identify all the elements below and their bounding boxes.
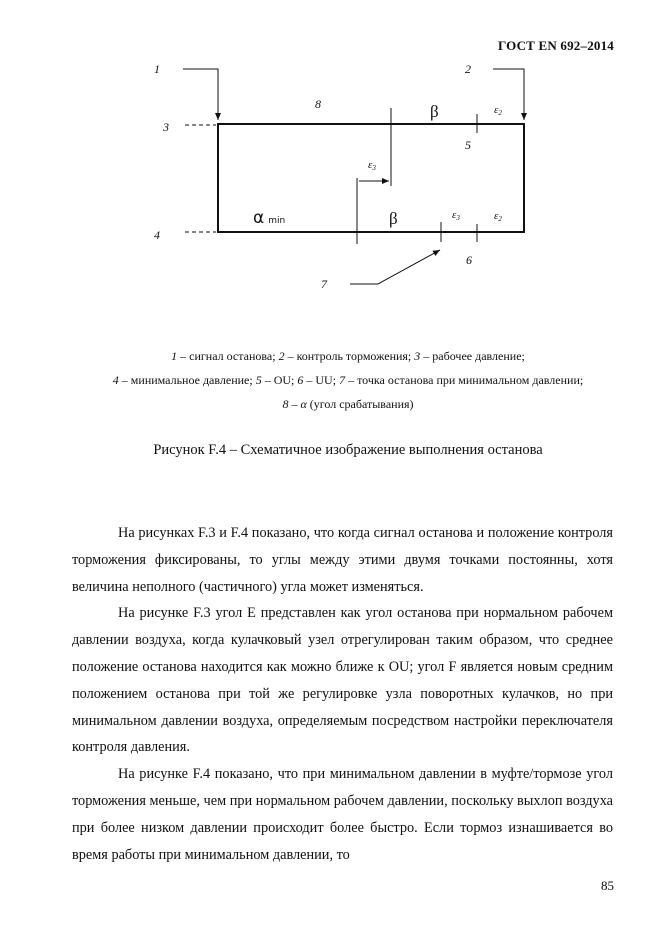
callout-4: 4 — [154, 228, 160, 242]
callout-2: 2 — [465, 62, 471, 76]
paragraph: На рисунках F.3 и F.4 показано, что когда сигнал останова и положение контроля торможения фиксированы, то углы между этими двумя точками постоянны, хотя величина неполного (частичного) угла может изменяться. — [72, 525, 613, 595]
beta-label-bottom: β — [389, 209, 398, 228]
figure-caption: Рисунок F.4 – Схематичное изображение выполнения останова — [153, 442, 543, 458]
paragraph: На рисунке F.3 угол E представлен как угол останова при нормальном рабочем давлении воздуха, когда кулачковый узел отрегулирован таким образом, что среднее положение останова находится как можно ближе к OU; угол F является новым средним положением останова при той же регулировке узла поворотных кулачков, но при минимальном давлении воздуха, определяемым посредством настройки переключателя контроля давления. — [72, 605, 613, 756]
alpha-min-label: αmin — [253, 208, 286, 228]
legend-line-1: 1 – сигнал останова; 2 – контроль торможения; 3 – рабочее давление; — [171, 349, 525, 363]
stop-schematic-diagram — [0, 0, 661, 330]
page-number: 85 — [601, 878, 614, 893]
callout-8: 8 — [315, 97, 321, 111]
epsilon3-label-bottom: ε3 — [452, 209, 460, 222]
legend-line-3: 8 – α (угол срабатывания) — [282, 397, 414, 411]
legend-line-2: 4 – минимальное давление; 5 – OU; 6 – UU; 7 – точка останова при минимальном давлении; — [112, 373, 584, 387]
epsilon3-label-middle: ε3 — [368, 159, 376, 172]
callout-3: 3 — [163, 120, 169, 134]
callout-5: 5 — [465, 138, 471, 152]
epsilon2-label-top: ε2 — [494, 104, 502, 117]
paragraph: На рисунке F.4 показано, что при минимальном давлении в муфте/тормозе угол торможения меньше, чем при нормальном рабочем давлении, поскольку выхлоп воздуха при более низком давлении происходит более быстро. Если тормоз изнашивается во время работы при минимальном давлении, то — [72, 766, 613, 863]
callout-6: 6 — [466, 253, 472, 267]
beta-label-top: β — [430, 102, 439, 121]
epsilon2-label-bottom: ε2 — [494, 210, 502, 223]
callout-1: 1 — [154, 62, 160, 76]
document-header: ГОСТ EN 692–2014 — [497, 38, 614, 53]
body-text — [72, 520, 613, 868]
callout-7: 7 — [321, 277, 327, 291]
